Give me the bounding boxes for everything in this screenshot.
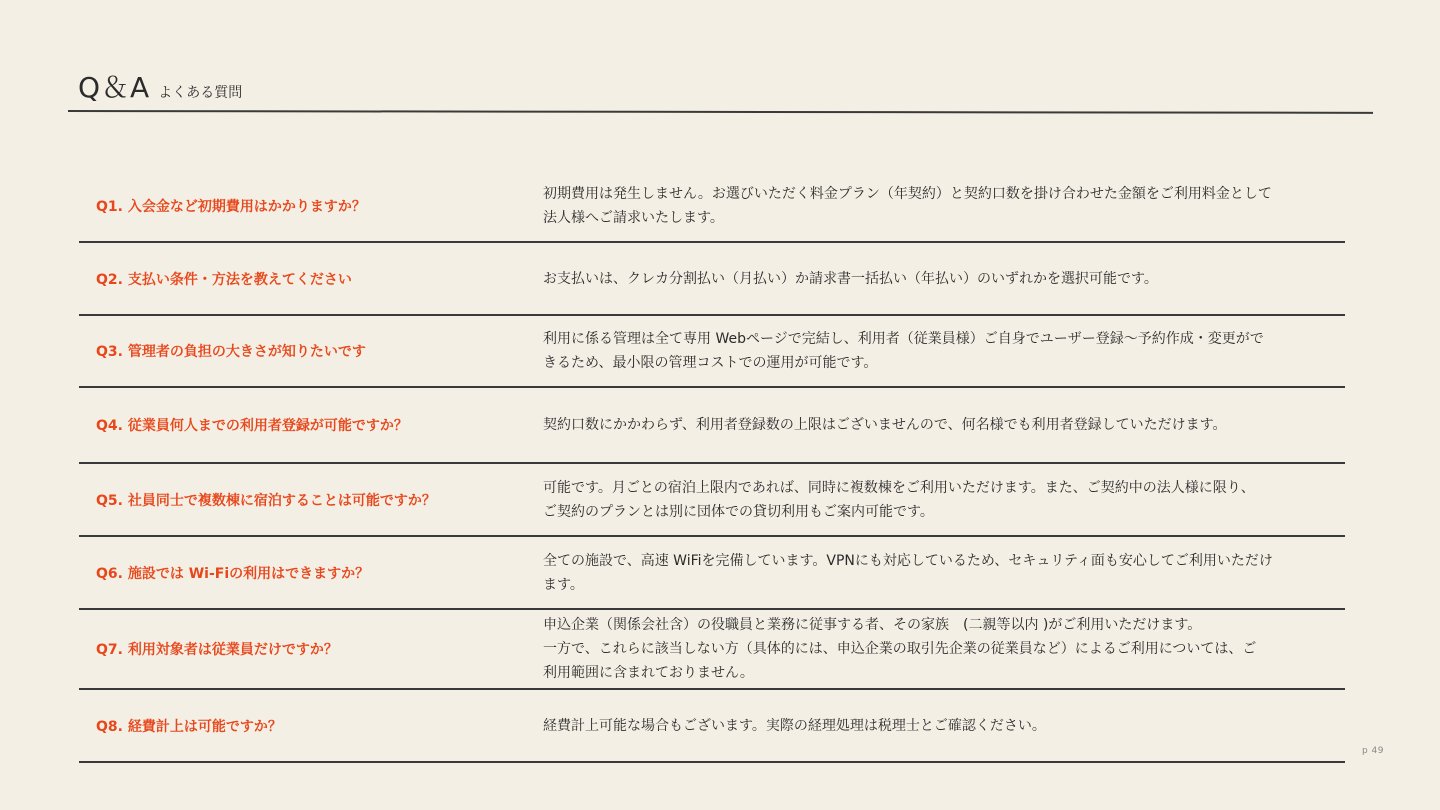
faq-question: Q6. 施設では Wi-Fiの利用はできますか？: [96, 565, 370, 582]
faq-answer: [543, 413, 1345, 437]
faq-answer: [543, 267, 1345, 291]
faq-row-8: [79, 690, 1345, 763]
faq-row-2: [79, 243, 1345, 316]
faq-answer: [543, 714, 1345, 738]
faq-answer-line: 契約口数にかかわらず、利用者登録数の上限はございませんので、何名様でも利用者登録していただけます。: [543, 417, 1227, 433]
faq-answer: [543, 613, 1345, 685]
faq-answer-line: 申込企業（関係会社含）の役職員と業務に従事する者、その家族 (二親等以内 )がご利用いただけます。: [543, 617, 1202, 633]
page-number: p 49: [1361, 746, 1384, 756]
faq-question: Q3. 管理者の負担の大きさが知りたいです: [96, 344, 366, 360]
faq-answer-line: 法人様へご請求いたします。: [543, 210, 724, 226]
faq-answer: [543, 327, 1345, 375]
faq-answer-line: きるため、最小限の管理コストでの運用が可能です。: [543, 355, 878, 371]
page-subtitle: よくある質問: [158, 85, 243, 101]
page-title: Q＆A: [78, 71, 151, 104]
faq-row-5: [79, 464, 1345, 537]
faq-answer: [543, 182, 1345, 230]
faq-row-1: [79, 171, 1345, 243]
faq-answer-line: 一方で、これらに該当しない方（具体的には、申込企業の取引先企業の従業員など）によるご利用については、ご: [543, 641, 1257, 657]
faq-answer-line: 利用に係る管理は全て専用 Webページで完結し、利用者（従業員様）ご自身でユーザー登録〜予約作成・変更がで: [543, 331, 1264, 347]
faq-answer-line: ご契約のプランとは別に団体での貸切利用もご案内可能です。: [543, 503, 934, 520]
faq-question: Q8. 経費計上は可能ですか？: [96, 718, 282, 735]
faq-row-4: [79, 388, 1345, 464]
faq-row-7: [79, 610, 1345, 690]
faq-answer-line: 初期費用は発生しません。お選びいただく料金プラン（年契約）と契約口数を掛け合わせた金額をご利用料金として: [543, 186, 1272, 202]
faq-question: Q7. 利用対象者は従業員だけですか？: [96, 642, 338, 658]
faq-answer-line: 経費計上可能な場合もございます。実際の経理処理は税理士とご確認ください。: [543, 717, 1046, 734]
faq-answer-line: お支払いは、クレカ分割払い（月払い）か請求書一括払い（年払い）のいずれかを選択可能です。: [543, 270, 1158, 287]
faq-question: Q4. 従業員何人までの利用者登録が可能ですか？: [96, 418, 408, 434]
header-divider: [68, 110, 1373, 114]
faq-answer-line: 可能です。月ごとの宿泊上限内であれば、同時に複数棟をご利用いただけます。また、ご契約中の法人様に限り、: [543, 479, 1255, 496]
faq-answer: [543, 549, 1345, 597]
faq-question: Q2. 支払い条件・方法を教えてください: [96, 271, 352, 288]
faq-row-3: [79, 316, 1345, 388]
faq-answer: [543, 476, 1345, 524]
faq-table: [79, 171, 1345, 763]
faq-answer-line: 利用範囲に含まれておりません。: [543, 665, 754, 681]
faq-answer-line: ます。: [543, 576, 584, 593]
page-header: [78, 66, 242, 106]
faq-question: Q5. 社員同士で複数棟に宿泊することは可能ですか？: [96, 492, 436, 509]
faq-answer-line: 全ての施設で、高速 WiFiを完備しています。VPNにも対応しているため、セキュリティ面も安心してご利用いただけ: [543, 552, 1273, 569]
faq-question: Q1. 入会金など初期費用はかかりますか？: [96, 199, 366, 215]
faq-row-6: [79, 537, 1345, 610]
